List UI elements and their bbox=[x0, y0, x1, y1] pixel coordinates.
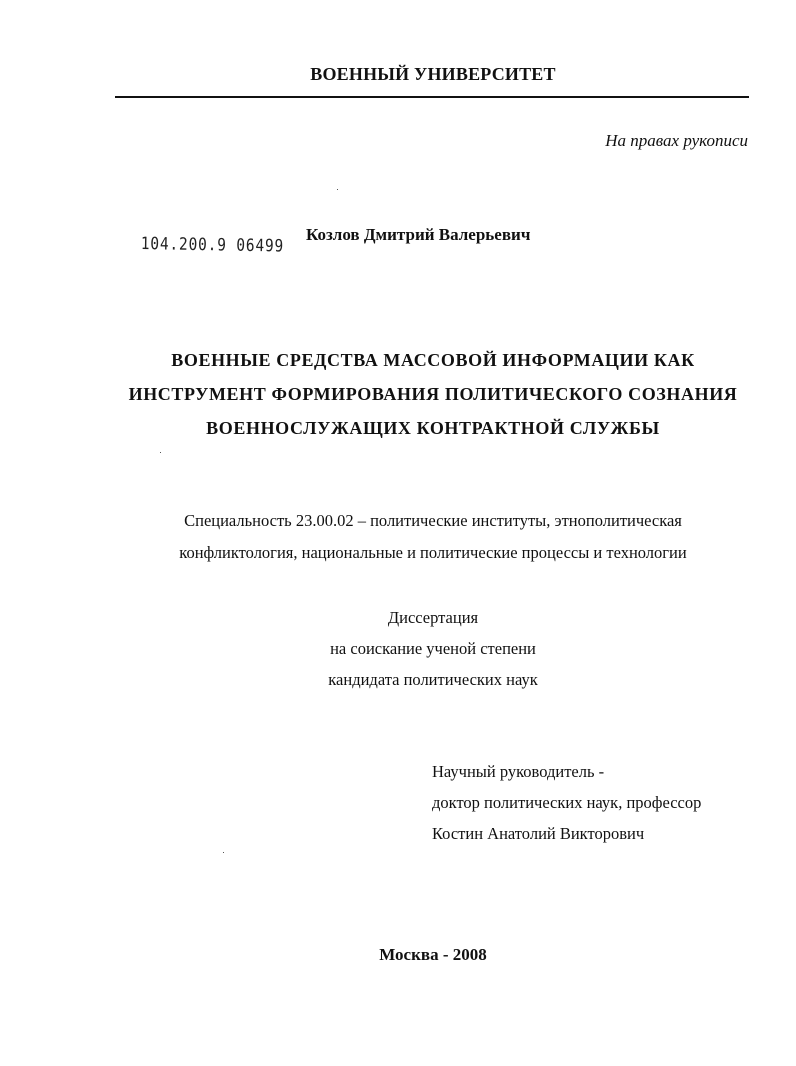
title-line: ИНСТРУМЕНТ ФОРМИРОВАНИЯ ПОЛИТИЧЕСКОГО СОЗНАНИЯ bbox=[128, 384, 738, 404]
degree-line: кандидата политических наук bbox=[328, 670, 538, 689]
registration-stamp: 104.200.9 06499 bbox=[140, 234, 285, 257]
scan-speck bbox=[223, 852, 224, 853]
degree-line: на соискание ученой степени bbox=[330, 639, 536, 658]
supervisor-block bbox=[432, 756, 701, 849]
supervisor-line: Костин Анатолий Викторович bbox=[432, 824, 645, 843]
university-name: ВОЕННЫЙ УНИВЕРСИТЕТ bbox=[310, 64, 556, 84]
supervisor-line: Научный руководитель - bbox=[432, 762, 605, 781]
city-year: Москва - 2008 bbox=[379, 945, 487, 964]
specialty bbox=[0, 505, 796, 569]
specialty-line: конфликтология, национальные и политические процессы и технологии bbox=[179, 543, 687, 562]
title-line: ВОЕННЫЕ СРЕДСТВА МАССОВОЙ ИНФОРМАЦИИ КАК bbox=[171, 350, 695, 370]
title-line: ВОЕННОСЛУЖАЩИХ КОНТРАКТНОЙ СЛУЖБЫ bbox=[206, 418, 660, 438]
supervisor-line: доктор политических наук, профессор bbox=[432, 793, 702, 812]
dissertation-title bbox=[0, 343, 796, 445]
author-name: Козлов Дмитрий Валерьевич bbox=[306, 225, 531, 244]
header-divider bbox=[115, 96, 749, 98]
scan-speck bbox=[337, 189, 338, 190]
scan-speck bbox=[160, 452, 161, 453]
degree-statement bbox=[0, 602, 796, 695]
degree-line: Диссертация bbox=[387, 608, 479, 627]
rights-note: На правах рукописи bbox=[605, 131, 748, 150]
specialty-line: Специальность 23.00.02 – политические институты, этнополитическая bbox=[184, 511, 682, 530]
